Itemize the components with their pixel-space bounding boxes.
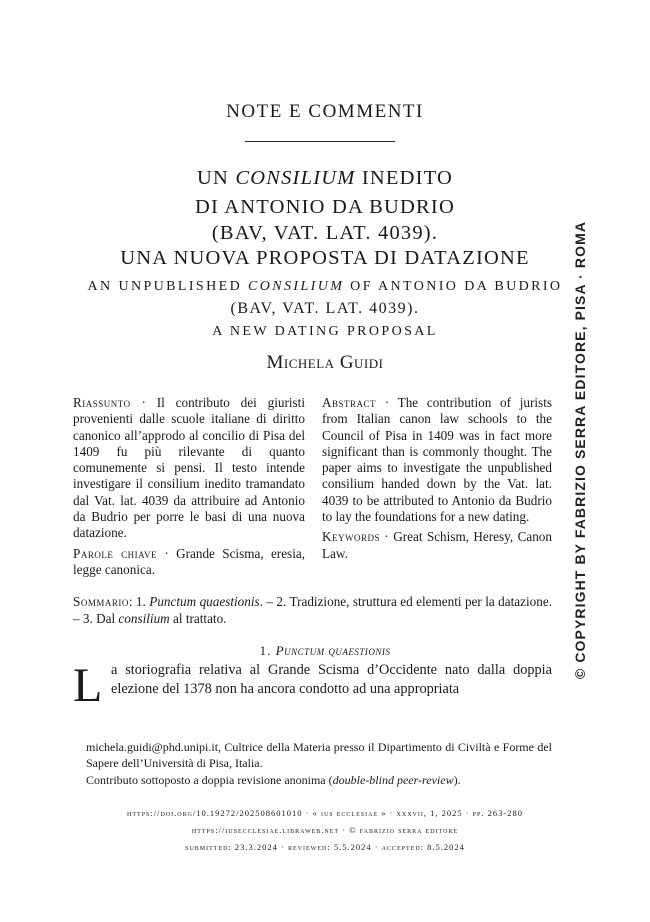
english-title-line-1: AN UNPUBLISHED CONSILIUM OF ANTONIO DA BUDRIO [87,279,563,294]
sommario: Sommario: 1. Punctum quaestionis. – 2. Tradizione, struttura ed elementi per la datazione. – 3. Dal consilium al trattato. [73,594,552,626]
body-paragraph: a storiografia relativa al Grande Scisma d’Occidente nato dalla doppia elezione del 1378 non ha ancora condotto ad una appropriata [111,662,552,697]
title-line-4: UNA NUOVA PROPOSTA DI DATAZIONE [120,247,530,269]
section-heading: 1. Punctum quaestionis [259,643,391,658]
riassunto-paragraph: Riassunto · Il contributo dei giuristi provenienti dalle scuole italiane di diritto canonico all’approdo al concilio di Pisa del 1409 fu più rilevante di quanto comunemente si pensi. Il testo intende investigare il consilium inedito tramandato dal Vat. lat. 4039 da attribuire ad Antonio da Budrio per porre le basi di una nuova datazione. [73,395,305,541]
title-line-3: (BAV, VAT. LAT. 4039). [211,222,439,244]
drop-cap: L [73,659,103,712]
section-label: NOTE E COMMENTI [226,101,424,122]
riassunto-keywords: Parole chiave · Grande Scisma, eresia, legge canonica. [73,545,306,577]
riassunto-label: Riassunto [73,395,131,410]
abstract-paragraph: Abstract · The contribution of jurists from Italian canon law schools to the Council of Pisa in 1409 was in fact more significant than is commonly thought. The paper aims to investigate the unpublished consilium handed down by the Vat. lat. 4039 to be attributed to Antonio da Budrio to lay the foundations for a new dating. [322,395,552,525]
affiliation-note: michela.guidi@phd.unipi.it, Cultrice della Materia presso il Dipartimento di Civiltà e Forme del Sapere dell’Università di Pisa, Italia. [86,740,552,770]
abstract-label: Abstract [322,395,377,410]
abstract-keywords: Keywords · Great Schism, Heresy, Canon Law. [322,529,552,561]
title-line-1: UN CONSILIUM INEDITO [197,167,453,189]
footer-doi-line: https://doi.org/10.19272/202508601010 · « ius ecclesiae » · xxxvii, 1, 2025 · pp. 263-280 [127,808,523,818]
english-title-line-2: (BAV, VAT. LAT. 4039). [230,300,420,317]
footer-website-line: https://iusecclesiae.libraweb.net · © fabrizio serra editore [191,825,459,835]
title-divider [245,141,395,142]
review-note: Contributo sottoposto a doppia revisione anonima (double-blind peer-review). [86,773,461,787]
footer-dates-line: submitted: 23.3.2024 · reviewed: 5.5.2024 · accepted: 8.5.2024 [185,842,465,852]
title-line-2: DI ANTONIO DA BUDRIO [195,196,455,218]
english-title-line-3: A NEW DATING PROPOSAL [212,324,438,339]
riassunto-column [73,395,305,578]
abstract-column [322,395,552,562]
author-name: Michela Guidi [266,352,384,373]
